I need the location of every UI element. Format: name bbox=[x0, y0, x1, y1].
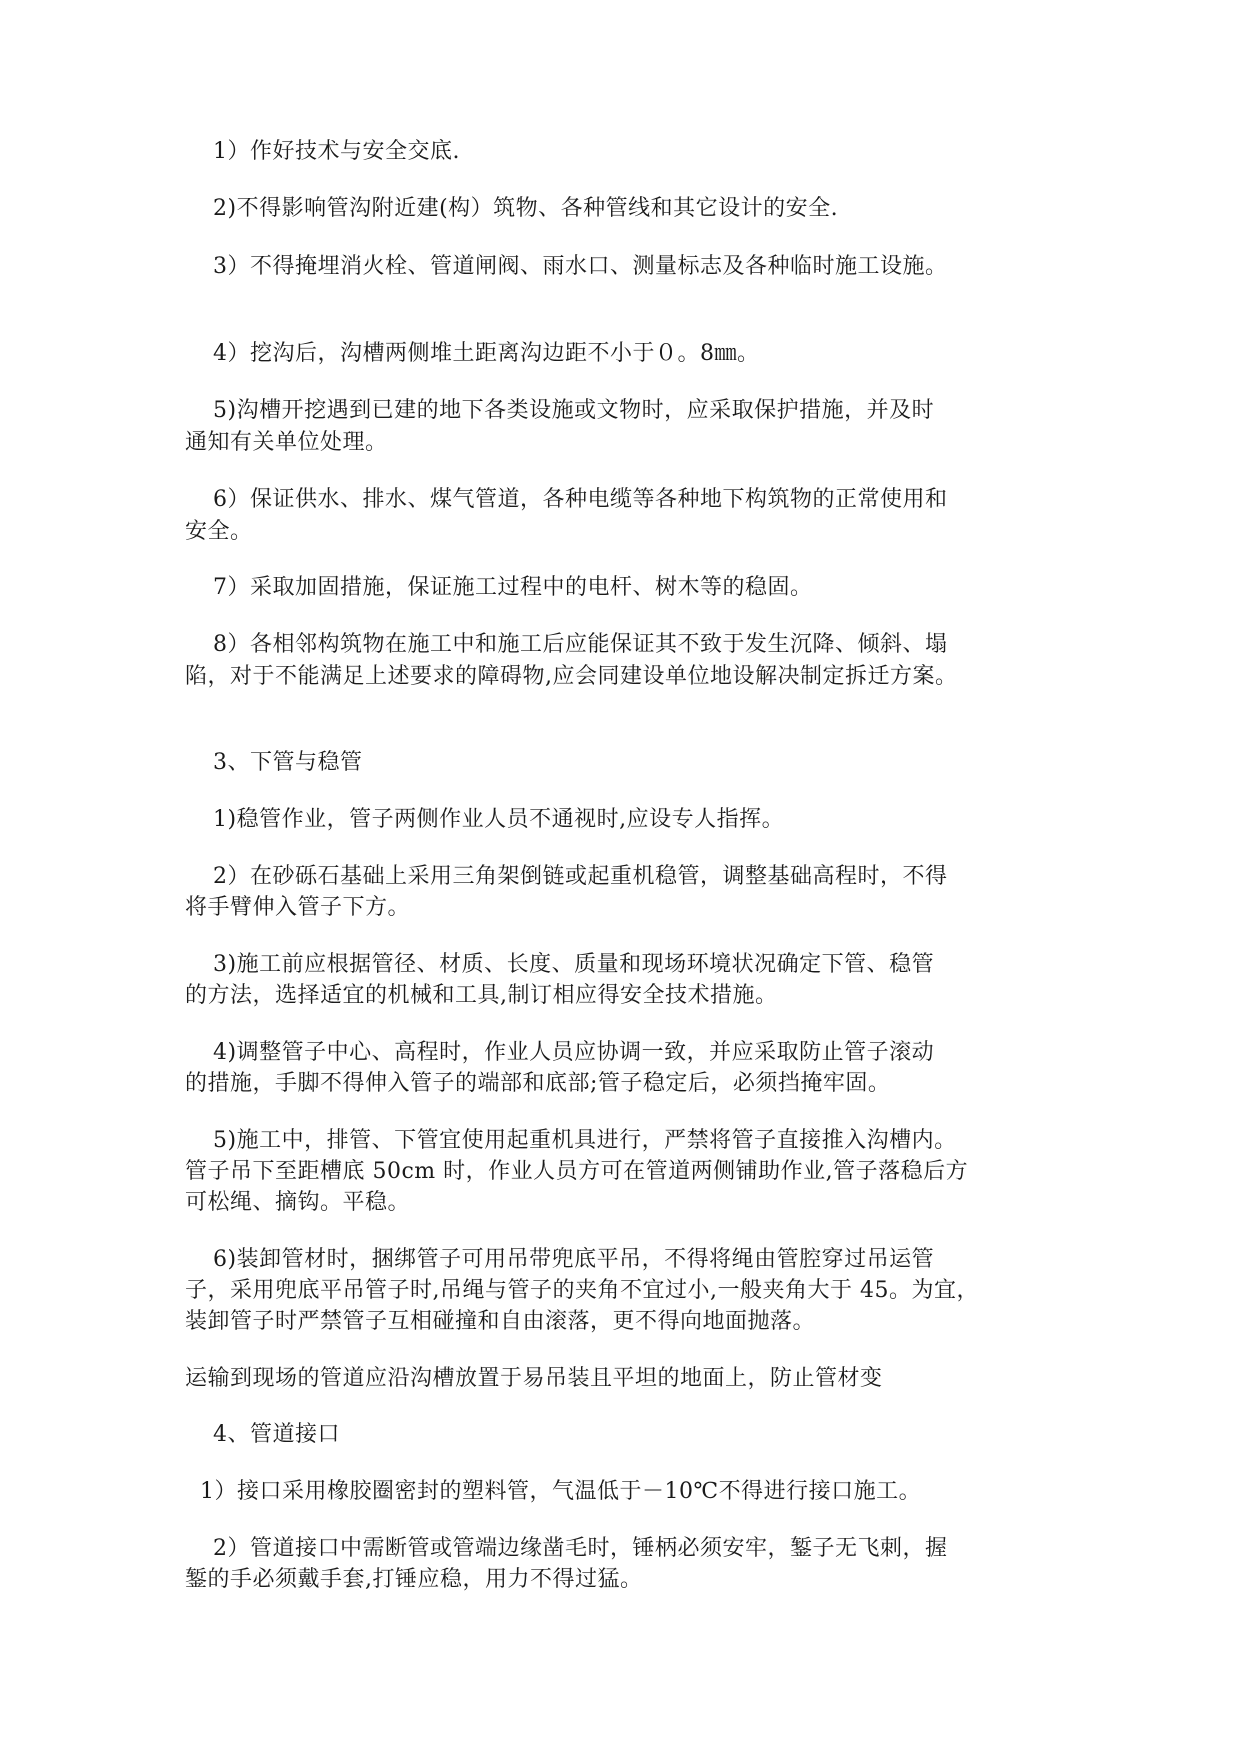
text-line: 1)稳管作业，管子两侧作业人员不通视时,应设专人指挥。 bbox=[213, 807, 785, 832]
text-line: 1）接口采用橡胶圈密封的塑料管，气温低于－10℃不得进行接口施工。 bbox=[200, 1479, 922, 1504]
text-line: 6）保证供水、排水、煤气管道，各种电缆等各种地下构筑物的正常使用和 bbox=[213, 487, 948, 512]
section-heading: 4、管道接口 bbox=[213, 1422, 340, 1447]
text-line: 2）在砂砾石基础上采用三角架倒链或起重机稳管，调整基础高程时，不得 bbox=[213, 864, 948, 889]
text-line: 通知有关单位处理。 bbox=[185, 430, 388, 455]
text-line: 陷，对于不能满足上述要求的障碍物,应会同建设单位地设解决制定拆迁方案。 bbox=[185, 664, 958, 689]
text-line: 5)沟槽开挖遇到已建的地下各类设施或文物时，应采取保护措施，并及时 bbox=[213, 398, 935, 423]
text-line: 可松绳、摘钩。平稳。 bbox=[185, 1190, 411, 1215]
text-line: 2）管道接口中需断管或管端边缘凿毛时，锤柄必须安牢，錾子无飞刺，握 bbox=[213, 1536, 948, 1561]
text-line: 錾的手必须戴手套,打锤应稳，用力不得过猛。 bbox=[185, 1567, 643, 1592]
text-line: 管子吊下至距槽底 50cm 时，作业人员方可在管道两侧铺助作业,管子落稳后方 bbox=[185, 1159, 969, 1184]
text-line: 5)施工中，排管、下管宜使用起重机具进行，严禁将管子直接推入沟槽内。 bbox=[213, 1128, 957, 1153]
text-line: 运输到现场的管道应沿沟槽放置于易吊装且平坦的地面上，防止管材变 bbox=[185, 1366, 883, 1391]
text-line: 子，采用兜底平吊管子时,吊绳与管子的夹角不宜过小,一般夹角大于 45。为宜， bbox=[185, 1278, 979, 1303]
text-line: 3)施工前应根据管径、材质、长度、质量和现场环境状况确定下管、稳管 bbox=[213, 952, 935, 977]
text-line: 安全。 bbox=[185, 519, 253, 544]
text-line: 的措施，手脚不得伸入管子的端部和底部;管子稳定后，必须挡掩牢固。 bbox=[185, 1071, 891, 1096]
section-heading: 3、下管与稳管 bbox=[213, 750, 363, 775]
text-line: 3）不得掩埋消火栓、管道闸阀、雨水口、测量标志及各种临时施工设施。 bbox=[213, 254, 948, 279]
text-line: 4）挖沟后，沟槽两侧堆土距离沟边距不小于０。8㎜。 bbox=[213, 341, 760, 366]
text-line: 将手臂伸入管子下方。 bbox=[185, 895, 411, 920]
text-line: 7）采取加固措施，保证施工过程中的电杆、树木等的稳固。 bbox=[213, 575, 813, 600]
text-line: 2)不得影响管沟附近建(构）筑物、各种管线和其它设计的安全. bbox=[213, 196, 839, 221]
text-line: 6)装卸管材时，捆绑管子可用吊带兜底平吊，不得将绳由管腔穿过吊运管 bbox=[213, 1247, 935, 1272]
text-line: 的方法，选择适宜的机械和工具,制订相应得安全技术措施。 bbox=[185, 983, 778, 1008]
text-line: 装卸管子时严禁管子互相碰撞和自由滚落，更不得向地面抛落。 bbox=[185, 1309, 816, 1334]
text-line: 1）作好技术与安全交底. bbox=[213, 139, 460, 164]
text-line: 4)调整管子中心、高程时，作业人员应协调一致，并应采取防止管子滚动 bbox=[213, 1040, 935, 1065]
text-line: 8）各相邻构筑物在施工中和施工后应能保证其不致于发生沉降、倾斜、塌 bbox=[213, 632, 948, 657]
